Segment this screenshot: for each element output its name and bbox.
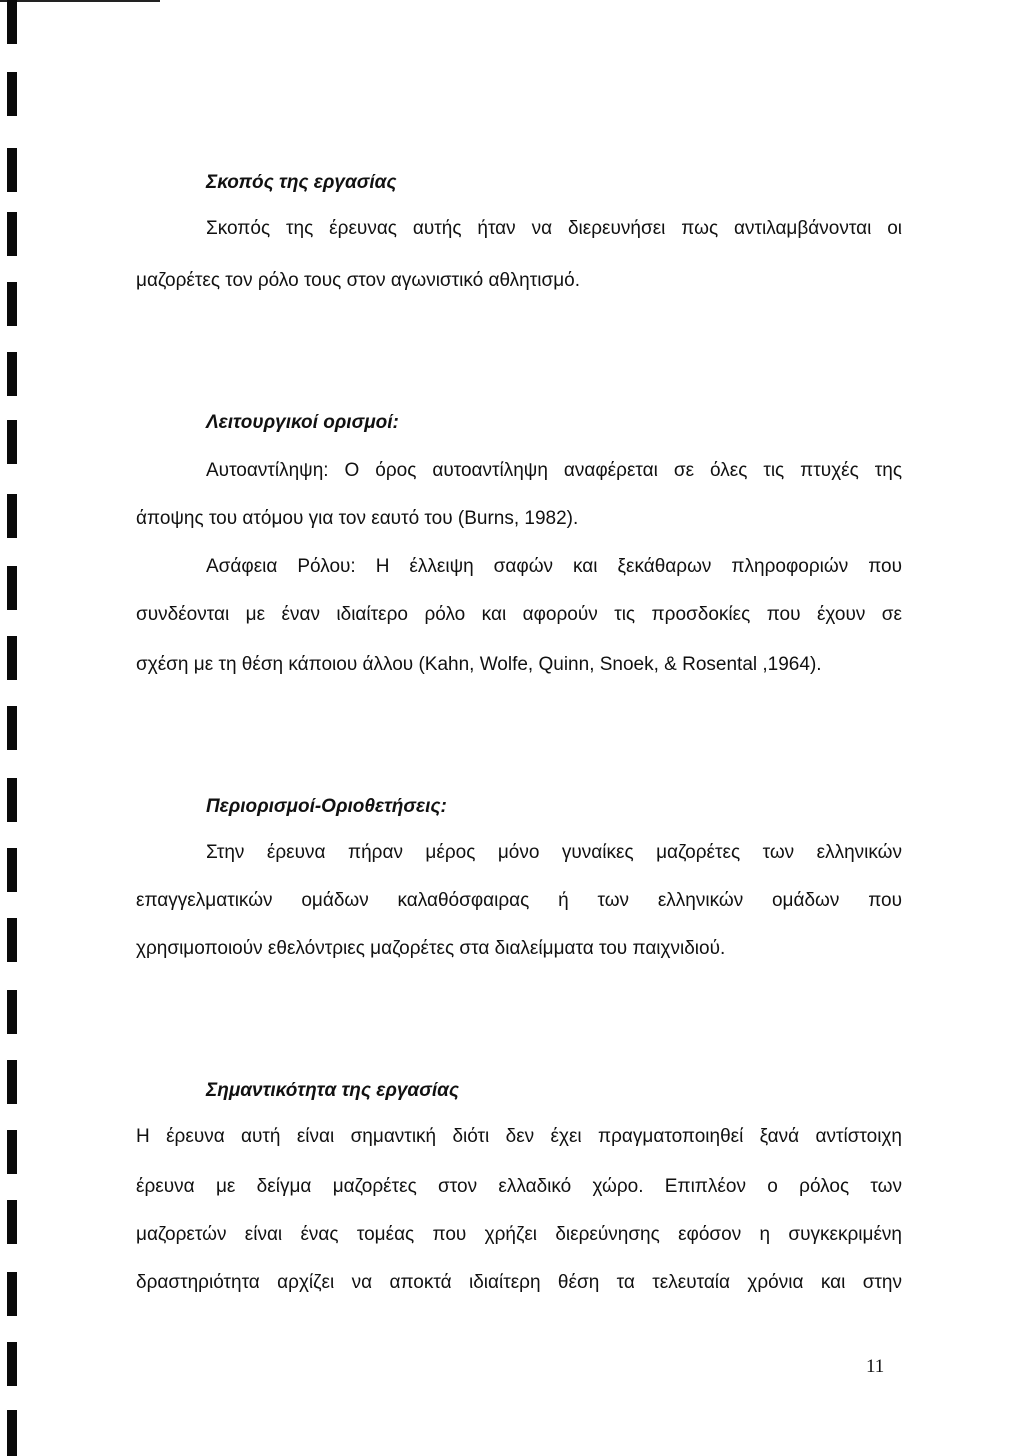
paragraph-line: έρευνα με δείγμα μαζορέτες στον ελλαδικό χώρο. Επιπλέον ο ρόλος των	[136, 1176, 902, 1197]
binding-hole	[7, 1410, 17, 1456]
paragraph-line: δραστηριότητα αρχίζει να αποκτά ιδιαίτερη θέση τα τελευταία χρόνια και στην	[136, 1272, 902, 1293]
paragraph-line: Αυτοαντίληψη: Ο όρος αυτοαντίληψη αναφέρεται σε όλες τις πτυχές της	[206, 460, 902, 481]
binding-hole	[7, 990, 17, 1034]
paragraph-line: συνδέονται με έναν ιδιαίτερο ρόλο και αφορούν τις προσδοκίες που έχουν σε	[136, 604, 902, 625]
binding-hole	[7, 494, 17, 538]
paragraph-line: Στην έρευνα πήραν μέρος μόνο γυναίκες μαζορέτες των ελληνικών	[206, 842, 902, 863]
binding-hole	[7, 0, 17, 44]
paragraph-line: άποψης του ατόμου για τον εαυτό του (Burns, 1982).	[136, 508, 579, 529]
binding-hole	[7, 282, 17, 326]
binding-hole	[7, 352, 17, 396]
binding-hole	[7, 212, 17, 256]
paragraph-line: επαγγελματικών ομάδων καλαθόσφαιρας ή των ελληνικών ομάδων που	[136, 890, 902, 911]
binding-hole	[7, 778, 17, 822]
paragraph-line: Η έρευνα αυτή είναι σημαντική διότι δεν έχει πραγματοποιηθεί ξανά αντίστοιχη	[136, 1126, 902, 1147]
binding-hole	[7, 1342, 17, 1386]
binding-hole	[7, 1060, 17, 1104]
binding-hole	[7, 918, 17, 962]
section-heading-definitions: Λειτουργικοί ορισμοί:	[206, 412, 399, 433]
section-heading-purpose: Σκοπός της εργασίας	[206, 172, 397, 193]
binding-edge	[0, 0, 22, 1456]
paragraph-line: σχέση με τη θέση κάποιου άλλου (Kahn, Wolfe, Quinn, Snoek, & Rosental ,1964).	[136, 654, 822, 675]
paragraph-line: Ασάφεια Ρόλου: Η έλλειψη σαφών και ξεκάθαρων πληροφοριών που	[206, 556, 902, 577]
paragraph-line: μαζορετών είναι ένας τομέας που χρήζει διερεύνησης εφόσον η συγκεκριμένη	[136, 1224, 902, 1245]
binding-hole	[7, 1130, 17, 1174]
binding-hole	[7, 1272, 17, 1316]
section-heading-limitations: Περιορισμοί-Οριοθετήσεις:	[206, 796, 447, 817]
paragraph-line: Σκοπός της έρευνας αυτής ήταν να διερευνήσει πως αντιλαμβάνονται οι	[206, 218, 902, 239]
binding-hole	[7, 848, 17, 892]
top-rule	[0, 0, 160, 2]
binding-hole	[7, 566, 17, 610]
binding-hole	[7, 420, 17, 464]
paragraph-line: μαζορέτες τον ρόλο τους στον αγωνιστικό αθλητισμό.	[136, 270, 580, 291]
binding-hole	[7, 706, 17, 750]
binding-hole	[7, 1200, 17, 1244]
paragraph-line: χρησιμοποιούν εθελόντριες μαζορέτες στα διαλείμματα του παιχνιδιού.	[136, 938, 726, 959]
page-number: 11	[866, 1356, 885, 1377]
binding-hole	[7, 72, 17, 116]
binding-hole	[7, 636, 17, 680]
binding-hole	[7, 148, 17, 192]
section-heading-significance: Σημαντικότητα της εργασίας	[206, 1080, 459, 1101]
